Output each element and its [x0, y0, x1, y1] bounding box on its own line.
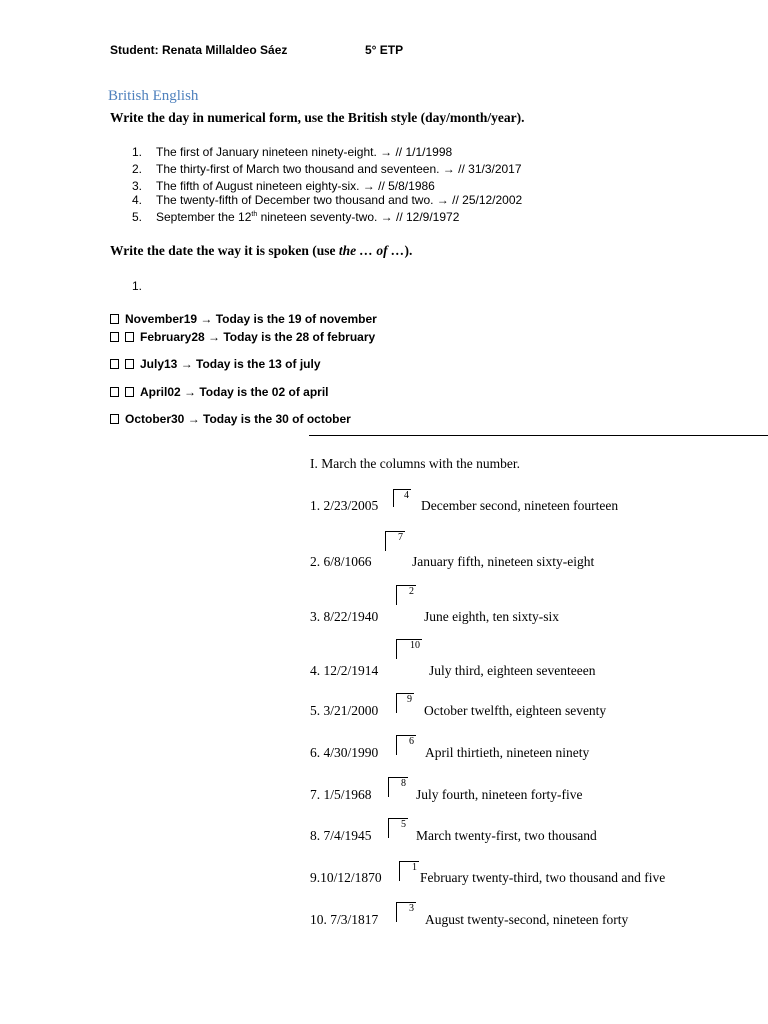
match-row-description: October twelfth, eighteen seventy [424, 703, 607, 718]
match-row-description: February twenty-third, two thousand and five [420, 870, 666, 885]
spoken-date-text: July13 → Today is the 13 of july [140, 357, 321, 371]
part3-instruction: I. March the columns with the number. [310, 456, 520, 471]
spoken-date-line [110, 412, 351, 426]
list-item-number: 3. [132, 179, 143, 193]
match-row-description: July third, eighteen seventeeen [429, 663, 596, 678]
list-item-number: 5. [132, 210, 143, 224]
part2-instruction [110, 243, 412, 259]
list-item-text: The fifth of August nineteen eighty-six. → // 5/8/1986 [156, 179, 435, 193]
missing-glyph-icon [110, 332, 119, 342]
match-row-description: March twenty-first, two thousand [416, 828, 597, 843]
answer-box: 7 [385, 531, 405, 551]
list-item-text-after: nineteen seventy-two. → // 12/9/1972 [257, 210, 460, 224]
match-row-description: August twenty-second, nineteen forty [425, 912, 629, 927]
list-item [132, 210, 459, 224]
spoken-date-line [110, 312, 377, 326]
answer-box: 2 [396, 585, 416, 605]
missing-glyph-icon [110, 414, 119, 424]
match-row-description: April thirtieth, nineteen ninety [425, 745, 590, 760]
list-item [132, 145, 452, 159]
match-row-date: 4. 12/2/1914 [310, 663, 379, 678]
section-divider [309, 435, 768, 436]
match-row-date: 6. 4/30/1990 [310, 745, 379, 760]
part1-instruction: Write the day in numerical form, use the British style (day/month/year). [110, 110, 525, 125]
answer-box: 6 [396, 735, 416, 755]
list-item [132, 162, 522, 176]
answer-box: 9 [396, 693, 414, 713]
match-row-date: 9.10/12/1870 [310, 870, 382, 885]
list-item-number: 1. [132, 145, 143, 159]
spoken-date-line [110, 330, 375, 344]
list-item-text: The first of January nineteen ninety-eight. → // 1/1/1998 [156, 145, 453, 159]
match-row-date: 8. 7/4/1945 [310, 828, 372, 843]
student-name: Student: Renata Millaldeo Sáez [110, 43, 288, 57]
missing-glyph-icon [125, 359, 134, 369]
list-item-text: The twenty-fifth of December two thousand and two. → // 25/12/2002 [156, 193, 523, 207]
spoken-date-text: February28 → Today is the 28 of february [140, 330, 376, 344]
answer-box: 8 [388, 777, 408, 797]
answer-box: 10 [396, 639, 422, 659]
list-item [132, 193, 522, 207]
grade-label: 5° ETP [365, 43, 404, 57]
missing-glyph-icon [125, 332, 134, 342]
spoken-date-text: November19 → Today is the 19 of november [125, 312, 377, 326]
match-row-description: July fourth, nineteen forty-five [416, 787, 583, 802]
list-item-number: 4. [132, 193, 143, 207]
list-item [132, 179, 435, 193]
part2-item-number: 1. [132, 279, 143, 293]
match-row-date: 7. 1/5/1968 [310, 787, 372, 802]
match-row-description: January fifth, nineteen sixty-eight [412, 554, 595, 569]
list-item-text-before: September the 12 [156, 210, 252, 224]
answer-box: 3 [396, 902, 416, 922]
match-row-date: 1. 2/23/2005 [310, 498, 379, 513]
part2-instruction-emphasis: the … of … [338, 243, 405, 258]
match-row-date: 2. 6/8/1066 [310, 554, 372, 569]
answer-box: 4 [393, 489, 411, 507]
ordinal-suffix: th [251, 211, 258, 218]
spoken-date-line [110, 385, 329, 399]
answer-box: 1 [399, 861, 419, 881]
list-item-text: The thirty-first of March two thousand and seventeen. → // 31/3/2017 [156, 162, 522, 176]
match-row-date: 10. 7/3/1817 [310, 912, 379, 927]
match-row-date: 3. 8/22/1940 [310, 609, 379, 624]
missing-glyph-icon [125, 387, 134, 397]
match-row-date: 5. 3/21/2000 [310, 703, 379, 718]
match-row-description: June eighth, ten sixty-six [424, 609, 559, 624]
part2-instruction-after: ). [404, 243, 413, 258]
missing-glyph-icon [110, 387, 119, 397]
answer-box: 5 [388, 818, 408, 838]
match-row-description: December second, nineteen fourteen [421, 498, 619, 513]
spoken-date-line [110, 357, 321, 371]
list-item-number: 2. [132, 162, 143, 176]
part2-instruction-before: Write the date the way it is spoken (use [110, 243, 339, 258]
missing-glyph-icon [110, 314, 119, 324]
spoken-date-text: April02 → Today is the 02 of april [140, 385, 329, 399]
section-title: British English [108, 88, 199, 104]
spoken-date-text: October30 → Today is the 30 of october [125, 412, 351, 426]
missing-glyph-icon [110, 359, 119, 369]
